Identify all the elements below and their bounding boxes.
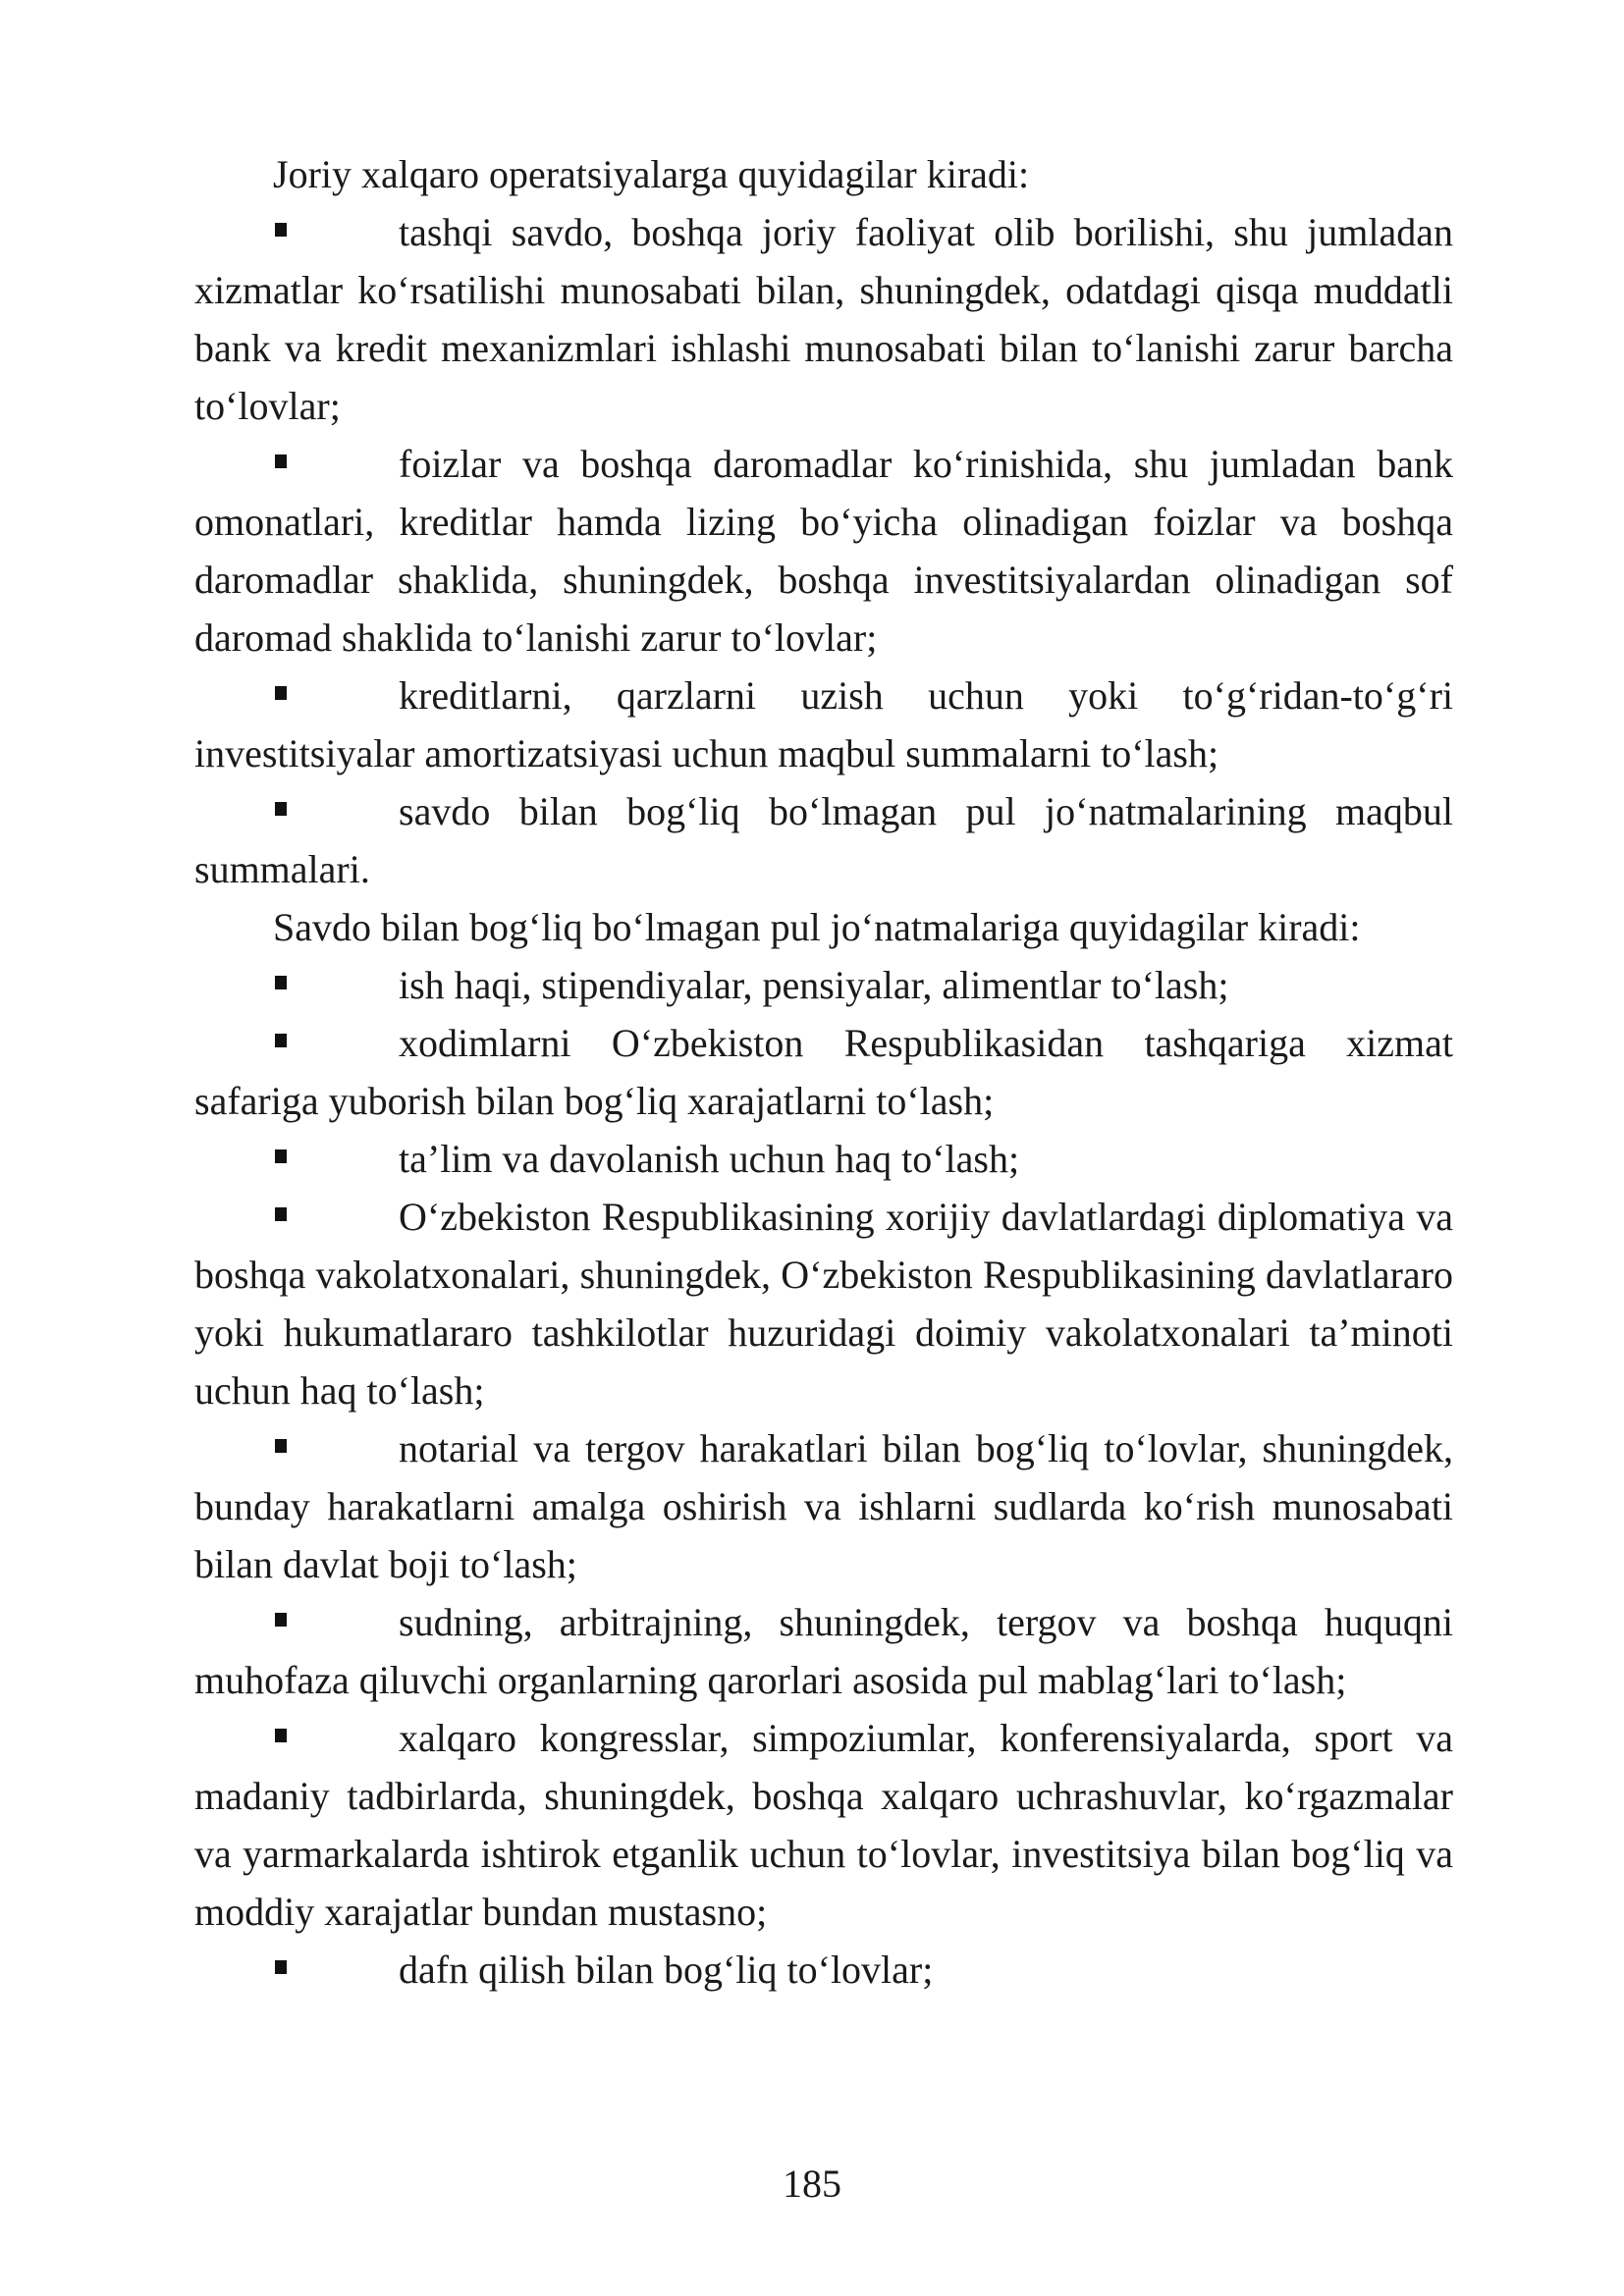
list-item	[194, 1709, 1453, 1941]
page-number: 185	[783, 2162, 841, 2206]
list-item-text: savdo bilan bog‘liq bo‘lmagan pul jo‘natmalarining maqbul summalari.	[194, 789, 1453, 891]
list-item	[194, 1593, 1453, 1709]
list-item	[194, 1130, 1453, 1188]
square-bullet-icon	[275, 1149, 287, 1163]
square-bullet-icon	[275, 454, 287, 468]
list-item	[194, 782, 1453, 898]
list-item-text: ish haqi, stipendiyalar, pensiyalar, alimentlar to‘lash;	[399, 963, 1229, 1007]
list-item-text: sudning, arbitrajning, shuningdek, tergov va boshqa huquqni muhofaza qiluvchi organlarning qarorlari asosida pul mablag‘lari to‘lash;	[194, 1600, 1453, 1702]
list-item	[194, 1014, 1453, 1130]
list-item-text: foizlar va boshqa daromadlar ko‘rinishida, shu jumladan bank omonatlari, kreditlar hamda lizing bo‘yicha olinadigan foizlar va boshqa daromadlar shaklida, shuningdek, boshqa investitsiyalardan olinadigan sof daromad shaklida to‘lanishi zarur to‘lovlar;	[194, 442, 1453, 660]
list-item-text: kreditlarni, qarzlarni uzish uchun yoki to‘g‘ridan-to‘g‘ri investitsiyalar amortizatsiyasi uchun maqbul summalarni to‘lash;	[194, 673, 1453, 775]
list-item-text: dafn qilish bilan bog‘liq to‘lovlar;	[399, 1948, 934, 1992]
square-bullet-icon	[275, 1439, 287, 1453]
square-bullet-icon	[275, 1729, 287, 1742]
list-item	[194, 1419, 1453, 1593]
list-item-text: O‘zbekiston Respublikasining xorijiy davlatlardagi diplomatiya va boshqa vakolatxonalari, shuningdek, O‘zbekiston Respublikasining davlatlararo yoki hukumatlararo tashkilotlar huzuridagi doimiy vakolatxonalari ta’minoti uchun haq to‘lash;	[194, 1195, 1453, 1413]
second-intro-paragraph: Savdo bilan bog‘liq bo‘lmagan pul jo‘natmalariga quyidagilar kiradi:	[273, 905, 1361, 949]
list-item	[194, 956, 1453, 1014]
list-item-text: ta’lim va davolanish uchun haq to‘lash;	[399, 1137, 1020, 1181]
square-bullet-icon	[275, 976, 287, 989]
square-bullet-icon	[275, 1207, 287, 1221]
list-item	[194, 1941, 1453, 1999]
square-bullet-icon	[275, 1960, 287, 1974]
square-bullet-icon	[275, 1613, 287, 1627]
list-item	[194, 203, 1453, 435]
square-bullet-icon	[275, 802, 287, 816]
list-item-text: tashqi savdo, boshqa joriy faoliyat olib borilishi, shu jumladan xizmatlar ko‘rsatilishi munosabati bilan, shuningdek, odatdagi qisqa muddatli bank va kredit mexanizmlari ishlashi munosabati bilan to‘lanishi zarur barcha to‘lovlar;	[194, 210, 1453, 428]
current-operations-list	[194, 203, 1453, 898]
intro-paragraph: Joriy xalqaro operatsiyalarga quyidagilar kiradi:	[273, 152, 1030, 196]
list-item	[194, 435, 1453, 667]
list-item-text: xalqaro kongresslar, simpoziumlar, konferensiyalarda, sport va madaniy tadbirlarda, shuningdek, boshqa xalqaro uchrashuvlar, ko‘rgazmalar va yarmarkalarda ishtirok etganlik uchun to‘lovlar, investitsiya bilan bog‘liq va moddiy xarajatlar bundan mustasno;	[194, 1716, 1453, 1934]
non-trade-transfers-list	[194, 956, 1453, 1999]
list-item	[194, 1188, 1453, 1419]
square-bullet-icon	[275, 686, 287, 700]
list-item-text: notarial va tergov harakatlari bilan bog‘liq to‘lovlar, shuningdek, bunday harakatlarni amalga oshirish va ishlarni sudlarda ko‘rish munosabati bilan davlat boji to‘lash;	[194, 1426, 1453, 1586]
square-bullet-icon	[275, 1034, 287, 1047]
page-body	[194, 145, 1453, 1999]
list-item-text: xodimlarni O‘zbekiston Respublikasidan tashqariga xizmat safariga yuborish bilan bog‘liq xarajatlarni to‘lash;	[194, 1021, 1453, 1123]
square-bullet-icon	[275, 223, 287, 237]
list-item	[194, 667, 1453, 782]
